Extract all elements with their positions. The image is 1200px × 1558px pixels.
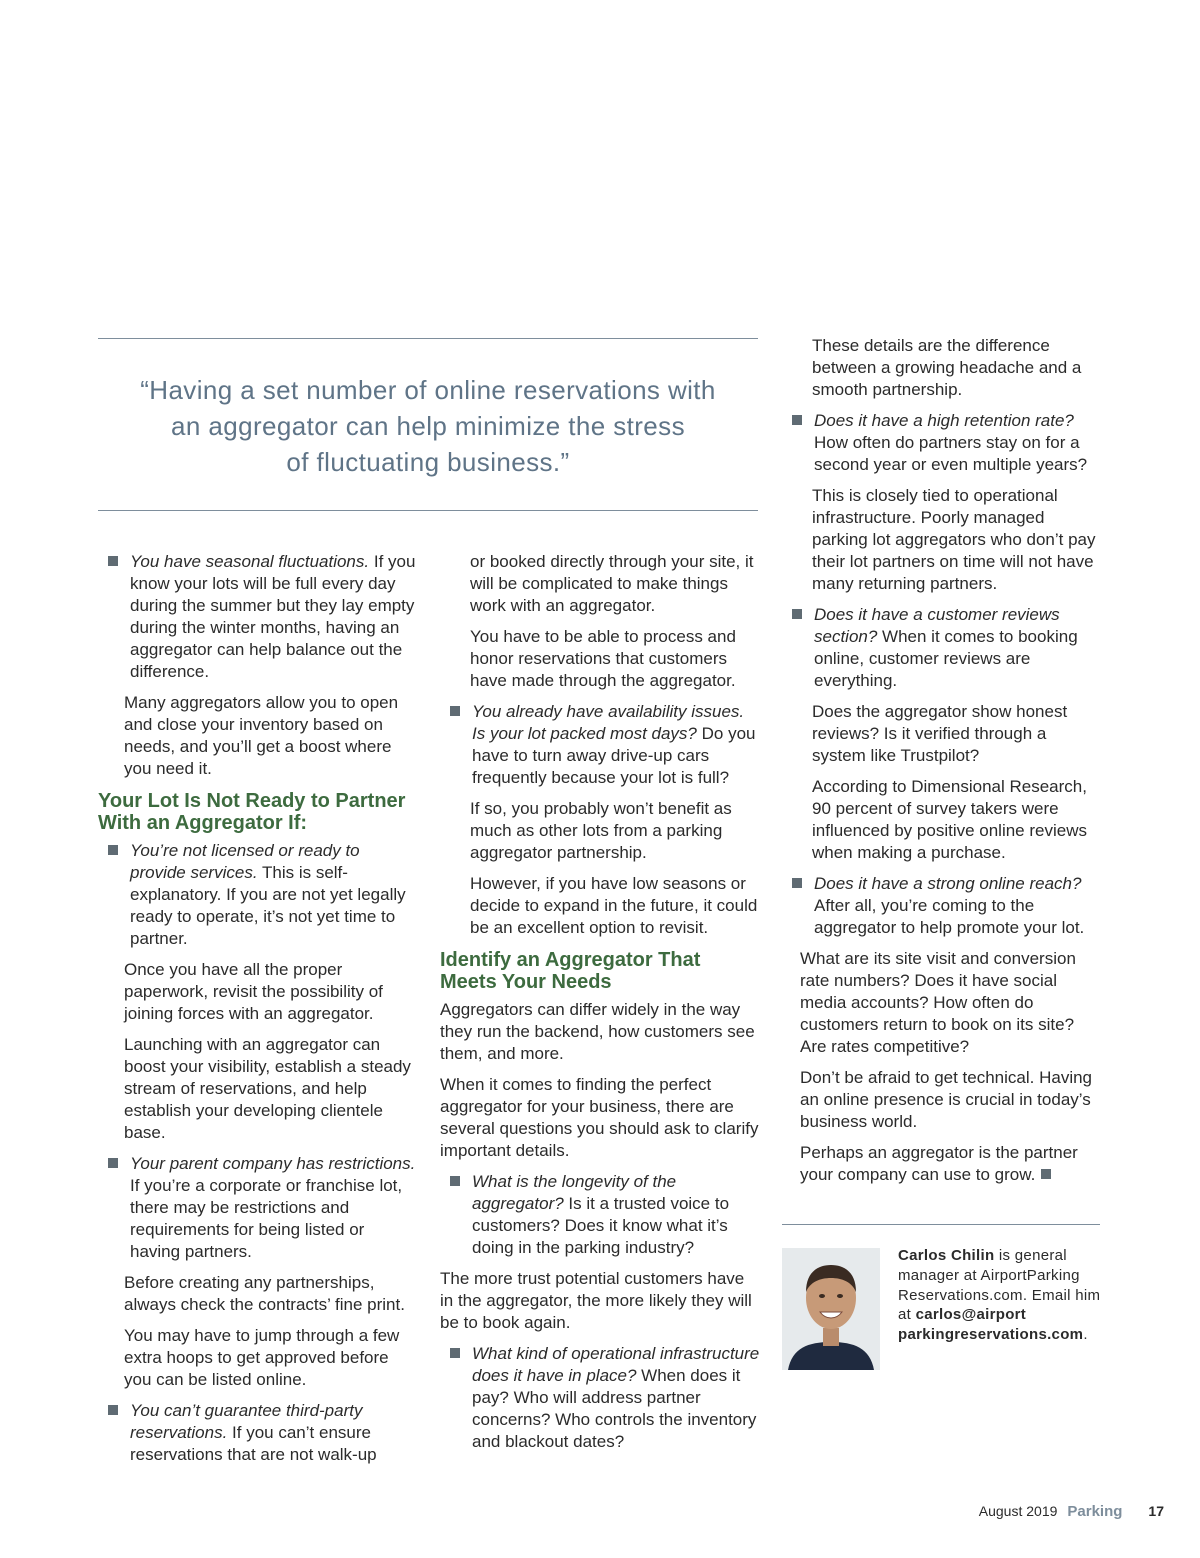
bullet-square-icon [108, 1405, 118, 1415]
bullet-text: If you can’t ensure reservations that are not walk-up [130, 1423, 377, 1464]
paragraph: What are its site visit and conversion rate numbers? Does it have social media accounts? How often do customers return to book on its site? Are rates competitive? [800, 949, 1076, 1056]
end-mark-icon [1041, 1169, 1051, 1179]
pull-quote-line: an aggregator can help minimize the stress [171, 411, 685, 441]
closing-paragraph [782, 1142, 1102, 1186]
pull-quote [98, 372, 758, 480]
bullet-lead: Does it have a strong online reach? [814, 874, 1082, 893]
paragraph: If so, you probably won’t benefit as much as other lots from a parking aggregator partnership. [470, 799, 732, 862]
bullet-text: This is self-explanatory. If you are not yet legally ready to operate, it’s not yet time to partner. [130, 863, 406, 948]
section-heading: Your Lot Is Not Ready to Partner With an Aggregator If: [98, 790, 406, 834]
bullet-text: When it comes to booking online, customer reviews are everything. [814, 627, 1078, 690]
bullet-text: If you know your lots will be full every day during the summer but they lay empty during the winter months, having an aggregator can help balance out the difference. [130, 552, 416, 681]
bio-rule [782, 1224, 1100, 1225]
bullet-infrastructure [440, 1343, 762, 1453]
bullet-lead: Does it have a high retention rate? [814, 411, 1074, 430]
footer-date: August 2019 [978, 1503, 1058, 1519]
bullet-text: Is it a trusted voice to customers? Does it know what it’s doing in the parking industry? [472, 1194, 730, 1257]
bullet-not-licensed [98, 840, 418, 950]
paragraph: This is closely tied to operational infrastructure. Poorly managed parking lot aggregators who don’t pay their lot partners on time will not have many returning partners. [812, 486, 1096, 593]
paragraph: Many aggregators allow you to open and close your inventory based on needs, and you’ll get a boost where you need it. [124, 693, 399, 778]
bullet-lead: What is the longevity of the aggregator? [472, 1172, 677, 1213]
paragraph: The more trust potential customers have in the aggregator, the more likely they will be to book again. [440, 1269, 752, 1332]
bullet-lead: What kind of operational infrastructure does it have in place? [472, 1344, 760, 1385]
paragraph: You may have to jump through a few extra hoops to get approved before you can be listed online. [124, 1326, 400, 1389]
bullet-seasonal-fluctuations [98, 551, 418, 683]
bullet-square-icon [792, 415, 802, 425]
footer-magazine: Parking [1067, 1503, 1123, 1520]
author-bio [898, 1246, 1108, 1345]
bullet-text: If you’re a corporate or franchise lot, there may be restrictions and requirements for being listed or having partners. [130, 1176, 403, 1261]
author-bio-end: . [1083, 1326, 1088, 1344]
paragraph: or booked directly through your site, it will be complicated to make things work with an aggregator. [470, 552, 754, 615]
bullet-square-icon [450, 706, 460, 716]
bullet-lead: You can’t guarantee third-party reservations. [130, 1401, 363, 1442]
author-name: Carlos Chilin [898, 1247, 995, 1264]
bullet-customer-reviews [782, 604, 1102, 692]
bullet-lead: You already have availability issues. Is your lot packed most days? [472, 702, 745, 743]
article-column-2 [440, 551, 762, 1462]
bullet-online-reach [782, 873, 1102, 939]
bullet-text: Do you have to turn away drive-up cars frequently because your lot is full? [472, 724, 756, 787]
paragraph: According to Dimensional Research, 90 percent of survey takers were influenced by positive online reviews when making a purchase. [812, 777, 1087, 862]
page-footer [979, 1503, 1164, 1520]
paragraph: Does the aggregator show honest reviews? Is it verified through a system like Trustpilot? [812, 702, 1068, 765]
bullet-third-party [98, 1400, 418, 1466]
paragraph: When it comes to finding the perfect aggregator for your business, there are several questions you should ask to clarify important details. [440, 1075, 759, 1160]
bullet-text: How often do partners stay on for a second year or even multiple years? [814, 433, 1088, 474]
bullet-square-icon [108, 845, 118, 855]
bullet-lead: Does it have a customer reviews section? [814, 605, 1060, 646]
pull-quote-line: “Having a set number of online reservations with [140, 375, 716, 405]
closing-text: Perhaps an aggregator is the partner your company can use to grow. [800, 1143, 1078, 1184]
bullet-square-icon [450, 1348, 460, 1358]
paragraph: Before creating any partnerships, always check the contracts’ fine print. [124, 1273, 405, 1314]
article-column-1 [98, 551, 418, 1475]
bullet-square-icon [108, 556, 118, 566]
paragraph: These details are the difference between a growing headache and a smooth partnership. [812, 336, 1082, 399]
bullet-square-icon [450, 1176, 460, 1186]
bullet-longevity [440, 1171, 762, 1259]
pull-quote-top-rule [98, 338, 758, 339]
paragraph: Once you have all the proper paperwork, revisit the possibility of joining forces with an aggregator. [124, 960, 383, 1023]
author-email: carlos@airport parkingreservations.com [898, 1306, 1084, 1344]
author-photo [782, 1248, 880, 1370]
bullet-parent-company [98, 1153, 418, 1263]
author-portrait-icon [782, 1248, 880, 1370]
bullet-availability-issues [440, 701, 762, 789]
bullet-square-icon [792, 609, 802, 619]
bullet-lead: Your parent company has restrictions. [130, 1154, 416, 1173]
pull-quote-line: of fluctuating business.” [286, 447, 570, 477]
paragraph: Launching with an aggregator can boost your visibility, establish a steady stream of reservations, and help establish your developing clientele base. [124, 1035, 411, 1142]
pull-quote-bottom-rule [98, 510, 758, 511]
bullet-text: After all, you’re coming to the aggregator to help promote your lot. [814, 896, 1085, 937]
bullet-text: When does it pay? Who will address partner concerns? Who controls the inventory and blackout dates? [472, 1366, 757, 1451]
paragraph: Aggregators can differ widely in the way they run the backend, how customers see them, and more. [440, 1000, 755, 1063]
paragraph: However, if you have low seasons or decide to expand in the future, it could be an excellent option to revisit. [470, 874, 758, 937]
paragraph: You have to be able to process and honor reservations that customers have made through the aggregator. [470, 627, 736, 690]
bullet-square-icon [108, 1158, 118, 1168]
author-bio-text: is general manager at AirportParking Reservations.com. Email him at [898, 1247, 1101, 1324]
bullet-retention-rate [782, 410, 1102, 476]
article-column-3 [782, 335, 1102, 1195]
bullet-lead: You have seasonal fluctuations. [130, 552, 370, 571]
section-heading: Identify an Aggregator That Meets Your Needs [440, 949, 701, 993]
page-number: 17 [1148, 1503, 1164, 1519]
bullet-lead: You’re not licensed or ready to provide services. [130, 841, 360, 882]
bullet-square-icon [792, 878, 802, 888]
paragraph: Don’t be afraid to get technical. Having an online presence is crucial in today’s business world. [800, 1068, 1093, 1131]
